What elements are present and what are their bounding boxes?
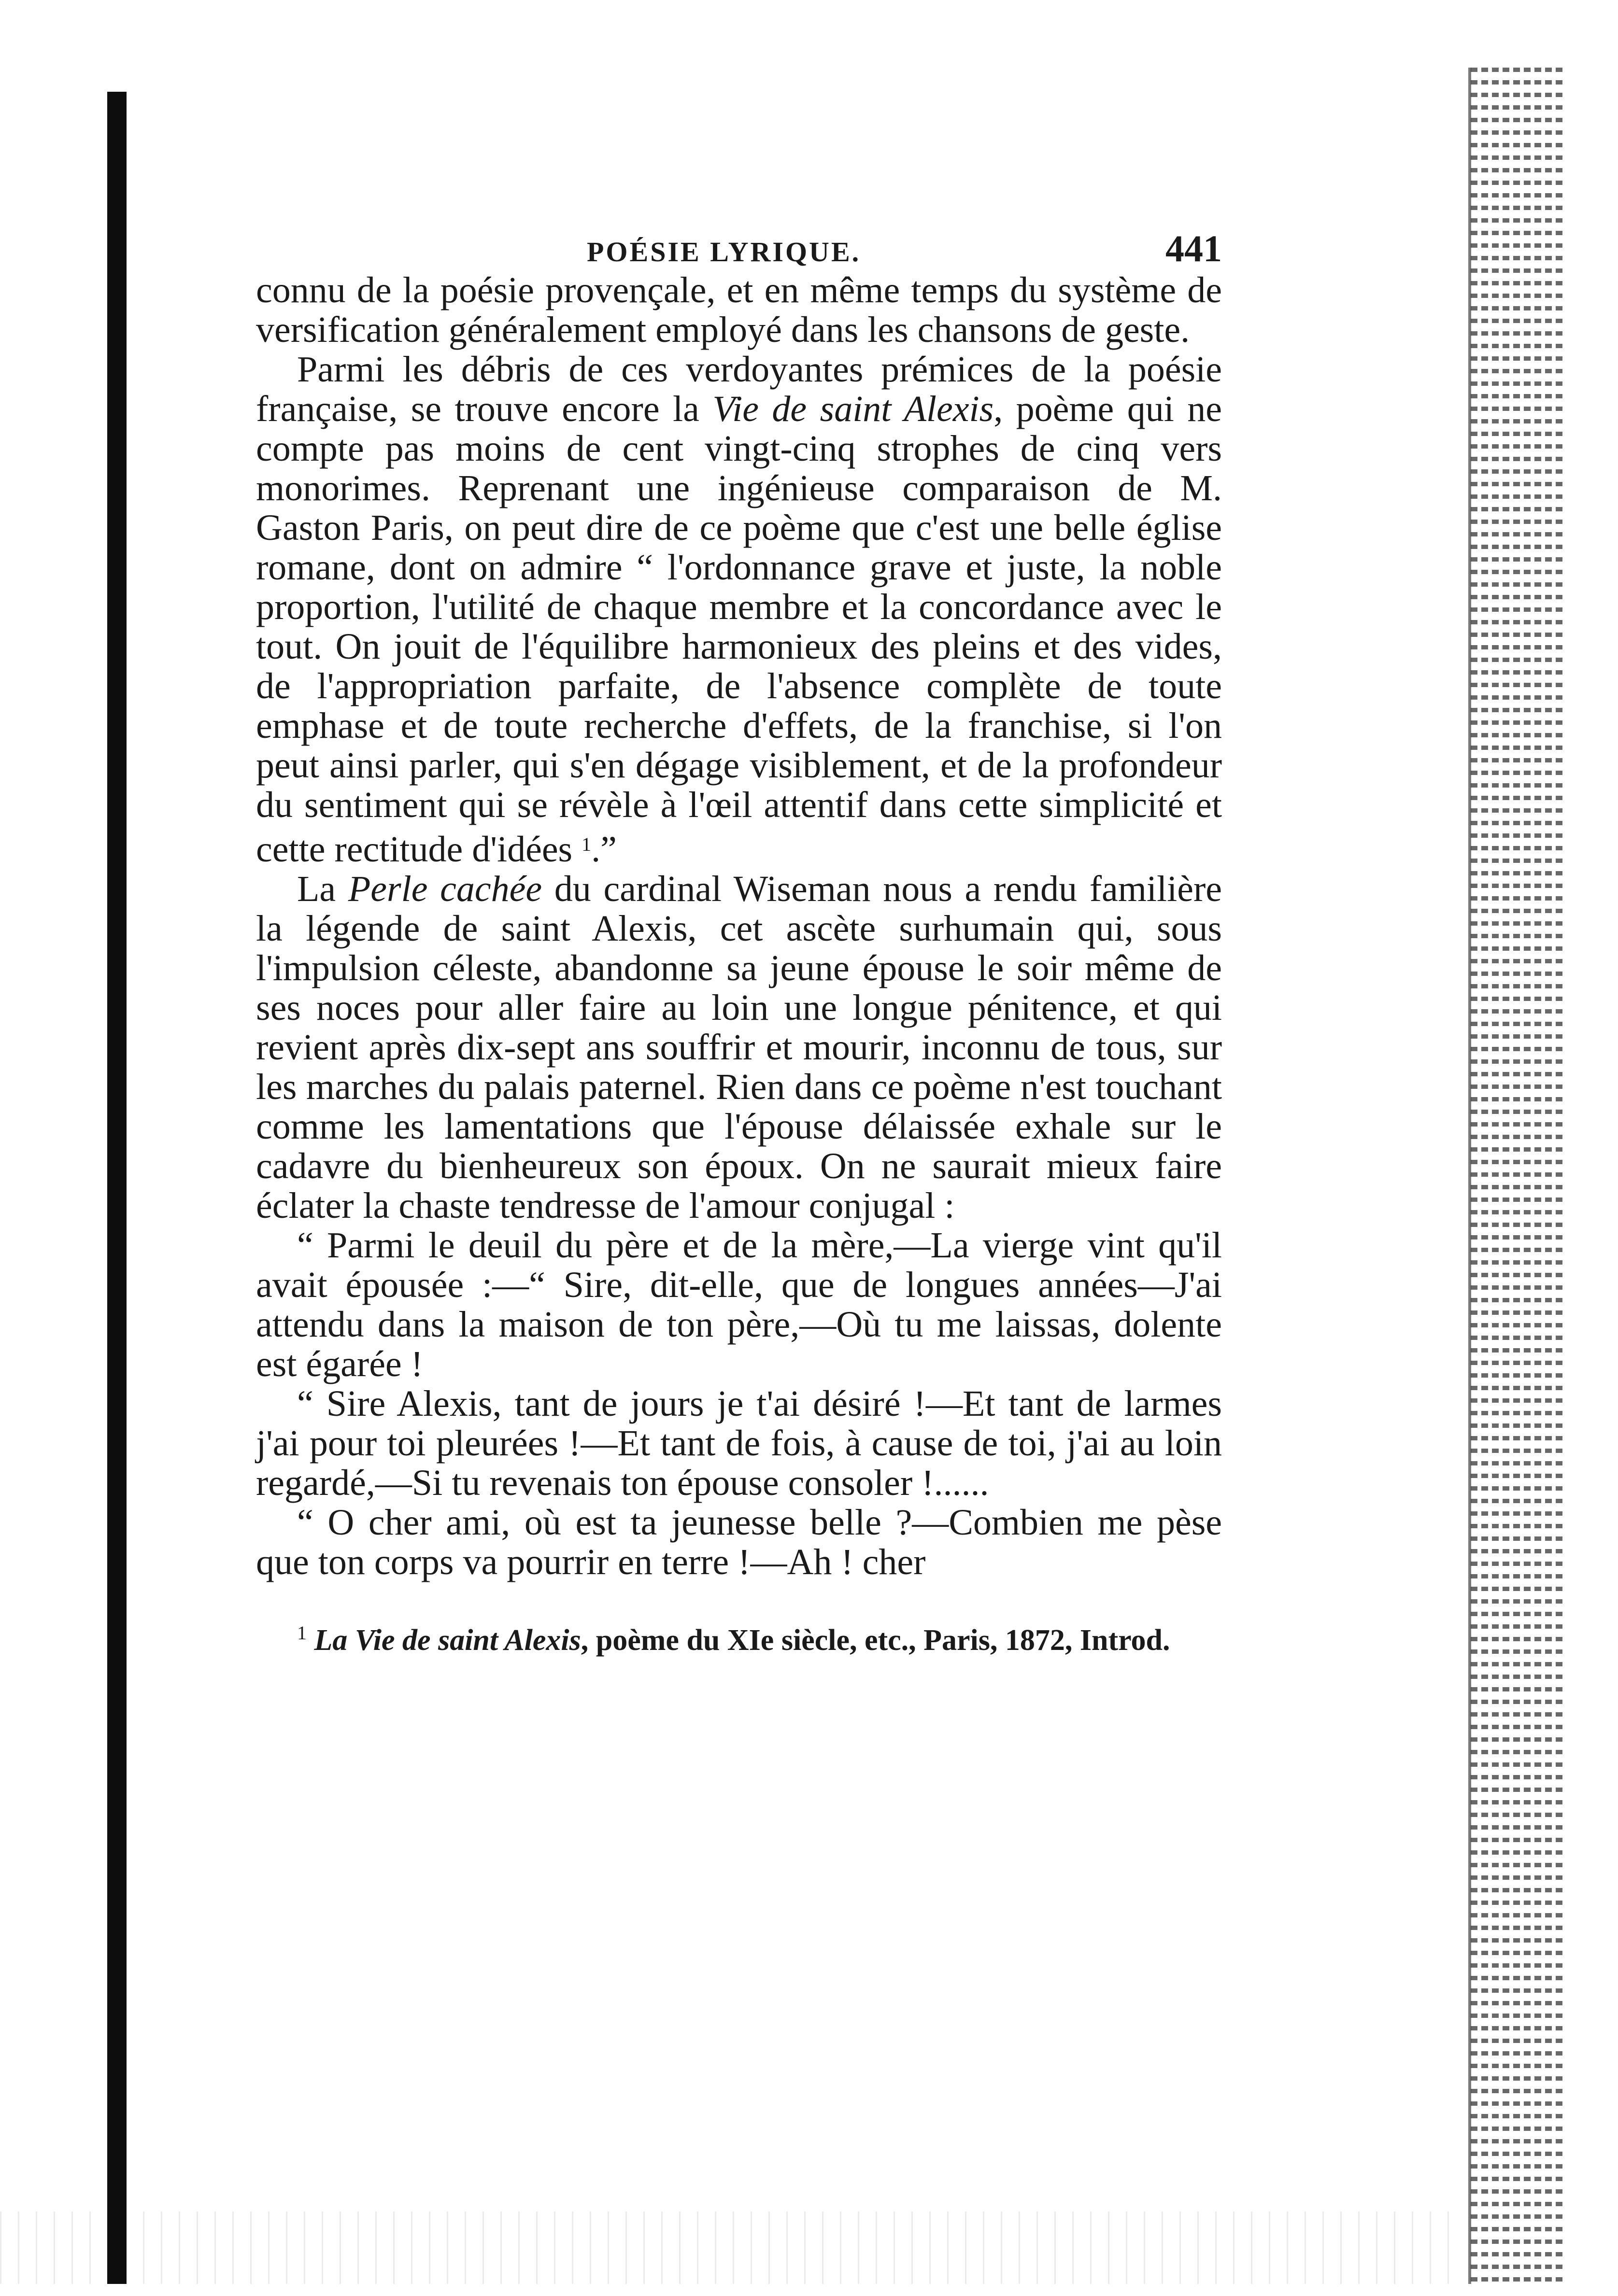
paragraph-text: Parmi les débris de ces verdoyantes prémices de la poésie française, se trouve encore la xyxy=(256,349,1222,429)
paragraph-perle-cachee xyxy=(256,869,1222,1225)
quoted-verse-1: “ Parmi le deuil du père et de la mère,—La vierge vint qu'il avait épousée :—“ Sire, dit-elle, que de longues années—J'ai attendu dans la maison de ton père,—Où tu me laissas, dolente est égarée ! xyxy=(256,1225,1222,1384)
paragraph-text: du cardinal Wiseman nous a rendu familière la légende de saint Alexis, cet ascète surhumain qui, sous l'impulsion céleste, abandonne sa jeune épouse le soir même de ses noces pour aller faire au loin une longue pénitence, et qui revient après dix-sept ans souffrir et mourir, inconnu de tous, sur les marches du palais paternel. Rien dans ce poème n'est touchant comme les lamentations que l'épouse délaissée exhale sur le cadavre du bienheureux son époux. On ne saurait mieux faire éclater la chaste tendresse de l'amour conjugal : xyxy=(256,869,1222,1226)
paragraph-text: La xyxy=(297,869,348,909)
running-title: POÉSIE LYRIQUE. xyxy=(587,236,861,268)
book-title-italic: Vie de saint Alexis xyxy=(712,389,994,429)
paragraph-vie-de-saint-alexis xyxy=(256,350,1222,869)
page-number: 441 xyxy=(1165,227,1222,269)
running-head xyxy=(256,227,1222,270)
footnote-text: , poème du XIe siècle, etc., Paris, 1872, Introd. xyxy=(581,1624,1170,1657)
paragraph-text: , poème qui ne compte pas moins de cent vingt-cinq strophes de cinq vers monorimes. Reprenant une ingénieuse comparaison de M. Gaston Paris, on peut dire de ce poème que c'est une belle église romane, dont on admire “ l'ordonnance grave et juste, la noble proportion, l'utilité de chaque membre et la concordance avec le tout. On jouit de l'équilibre harmonieux des pleins et des vides, de l'appropriation parfaite, de l'absence complète de toute emphase et de toute recherche d'effets, de la franchise, si l'on peut ainsi parler, qui s'en dégage visiblement, et de la profondeur du sentiment qui se révèle à l'œil attentif dans cette simplicité et cette rectitude d'idées xyxy=(256,389,1222,870)
paragraph-text: .” xyxy=(591,829,617,870)
book-page xyxy=(256,227,1222,1658)
footnote-book-title: La Vie de saint Alexis xyxy=(314,1624,581,1657)
body-text xyxy=(256,270,1222,1582)
scan-bottom-noise xyxy=(0,2211,1449,2284)
footnotes xyxy=(256,1616,1222,1658)
scan-page-stack-edge xyxy=(1471,68,1562,2284)
paragraph-continuation: connu de la poésie provençale, et en même temps du système de versification généralement employé dans les chansons de geste. xyxy=(256,270,1222,350)
footnote-mark: 1 xyxy=(297,1622,307,1644)
quoted-verse-2: “ Sire Alexis, tant de jours je t'ai désiré !—Et tant de larmes j'ai pour toi pleurées !—Et tant de fois, à cause de toi, j'ai au loin regardé,—Si tu revenais ton épouse consoler !...... xyxy=(256,1383,1222,1503)
quoted-verse-3: “ O cher ami, où est ta jeunesse belle ?—Combien me pèse que ton corps va pourrir en terre !—Ah ! cher xyxy=(256,1502,1222,1582)
footnote xyxy=(256,1616,1222,1658)
scan-binding-edge xyxy=(107,92,127,2284)
footnote-reference: 1 xyxy=(582,833,592,855)
book-title-italic: Perle cachée xyxy=(348,869,542,909)
